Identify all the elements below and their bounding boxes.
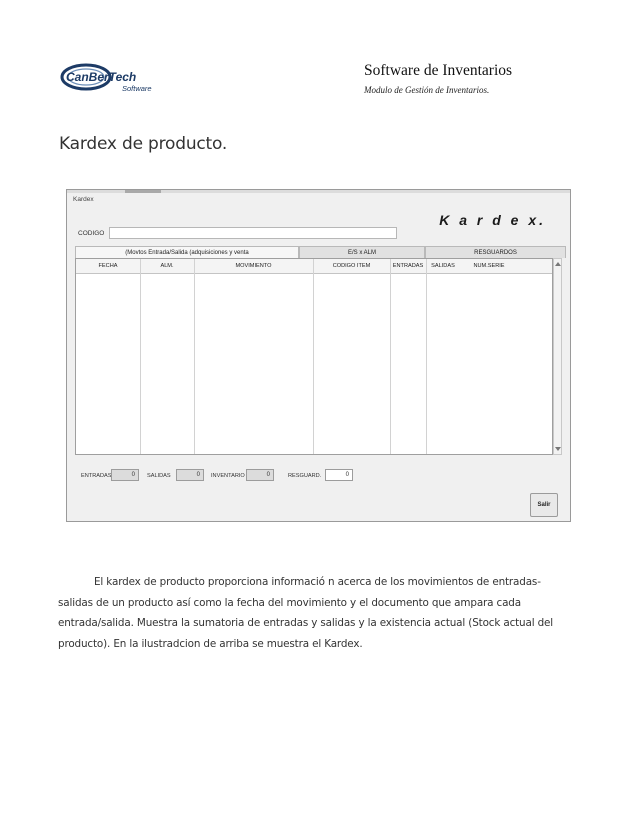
scroll-up-icon[interactable]	[555, 262, 561, 266]
table-header	[76, 259, 552, 274]
tab-movimientos[interactable]: (Movtos Entrada/Salida (adquisiciones y venta	[75, 246, 299, 258]
movements-table[interactable]	[75, 258, 553, 455]
inventario-label: INVENTARIO	[211, 473, 245, 479]
column-header-fecha[interactable]: FECHA	[98, 263, 118, 269]
description-paragraph	[58, 572, 566, 654]
scroll-down-icon[interactable]	[555, 447, 561, 451]
inventario-total-field: 0	[246, 469, 274, 481]
table-scrollbar[interactable]	[553, 258, 562, 455]
exit-button[interactable]: Salir	[530, 493, 558, 517]
column-header-entradas[interactable]: ENTRADAS	[392, 263, 424, 269]
window-top-bar	[67, 190, 570, 193]
window-title: Kardex	[73, 196, 94, 203]
resguard-total-field: 0	[325, 469, 353, 481]
header-subtitle: Modulo de Gestión de Inventarios.	[364, 85, 490, 95]
salidas-total-field: 0	[176, 469, 204, 481]
entradas-label: ENTRADAS	[81, 473, 112, 479]
company-logo	[60, 62, 170, 94]
logo-text: CanBerTech	[66, 70, 137, 84]
column-header-num-serie[interactable]: NUM.SERIE	[473, 263, 505, 269]
tab-strip	[75, 246, 566, 258]
header-title: Software de Inventarios	[364, 62, 513, 79]
kardex-brand: K a r d e x.	[439, 212, 546, 228]
codigo-input[interactable]	[109, 227, 397, 239]
salidas-label: SALIDAS	[147, 473, 171, 479]
paragraph-line: salidas de un producto así como la fecha del movimiento y el documento que ampara cada	[58, 596, 521, 609]
resguard-label: RESGUARD.	[288, 473, 322, 479]
kardex-window	[66, 189, 571, 522]
tab-resguardos[interactable]: RESGUARDOS	[425, 246, 566, 258]
tab-es-x-alm[interactable]: E/S x ALM	[299, 246, 425, 258]
logo-subtext: Software	[122, 84, 152, 93]
page-heading: Kardex de producto.	[59, 134, 228, 154]
paragraph-line: El kardex de producto proporciona informació n acerca de los movimientos de entradas-	[94, 576, 541, 588]
codigo-label: CODIGO	[78, 230, 105, 237]
paragraph-line: producto). En la ilustradcion de arriba se muestra el Kardex.	[58, 637, 363, 650]
column-header-movimiento[interactable]: MOVIMIENTO	[235, 263, 272, 269]
column-header-salidas[interactable]: SALIDAS	[431, 263, 455, 269]
column-header-codigo-item[interactable]: CODIGO ITEM	[332, 263, 371, 269]
entradas-total-field: 0	[111, 469, 139, 481]
column-header-alm[interactable]: ALM.	[160, 263, 174, 269]
paragraph-line: entrada/salida. Muestra la sumatoria de entradas y salidas y la existencia actual (Stock actual del	[58, 617, 554, 630]
